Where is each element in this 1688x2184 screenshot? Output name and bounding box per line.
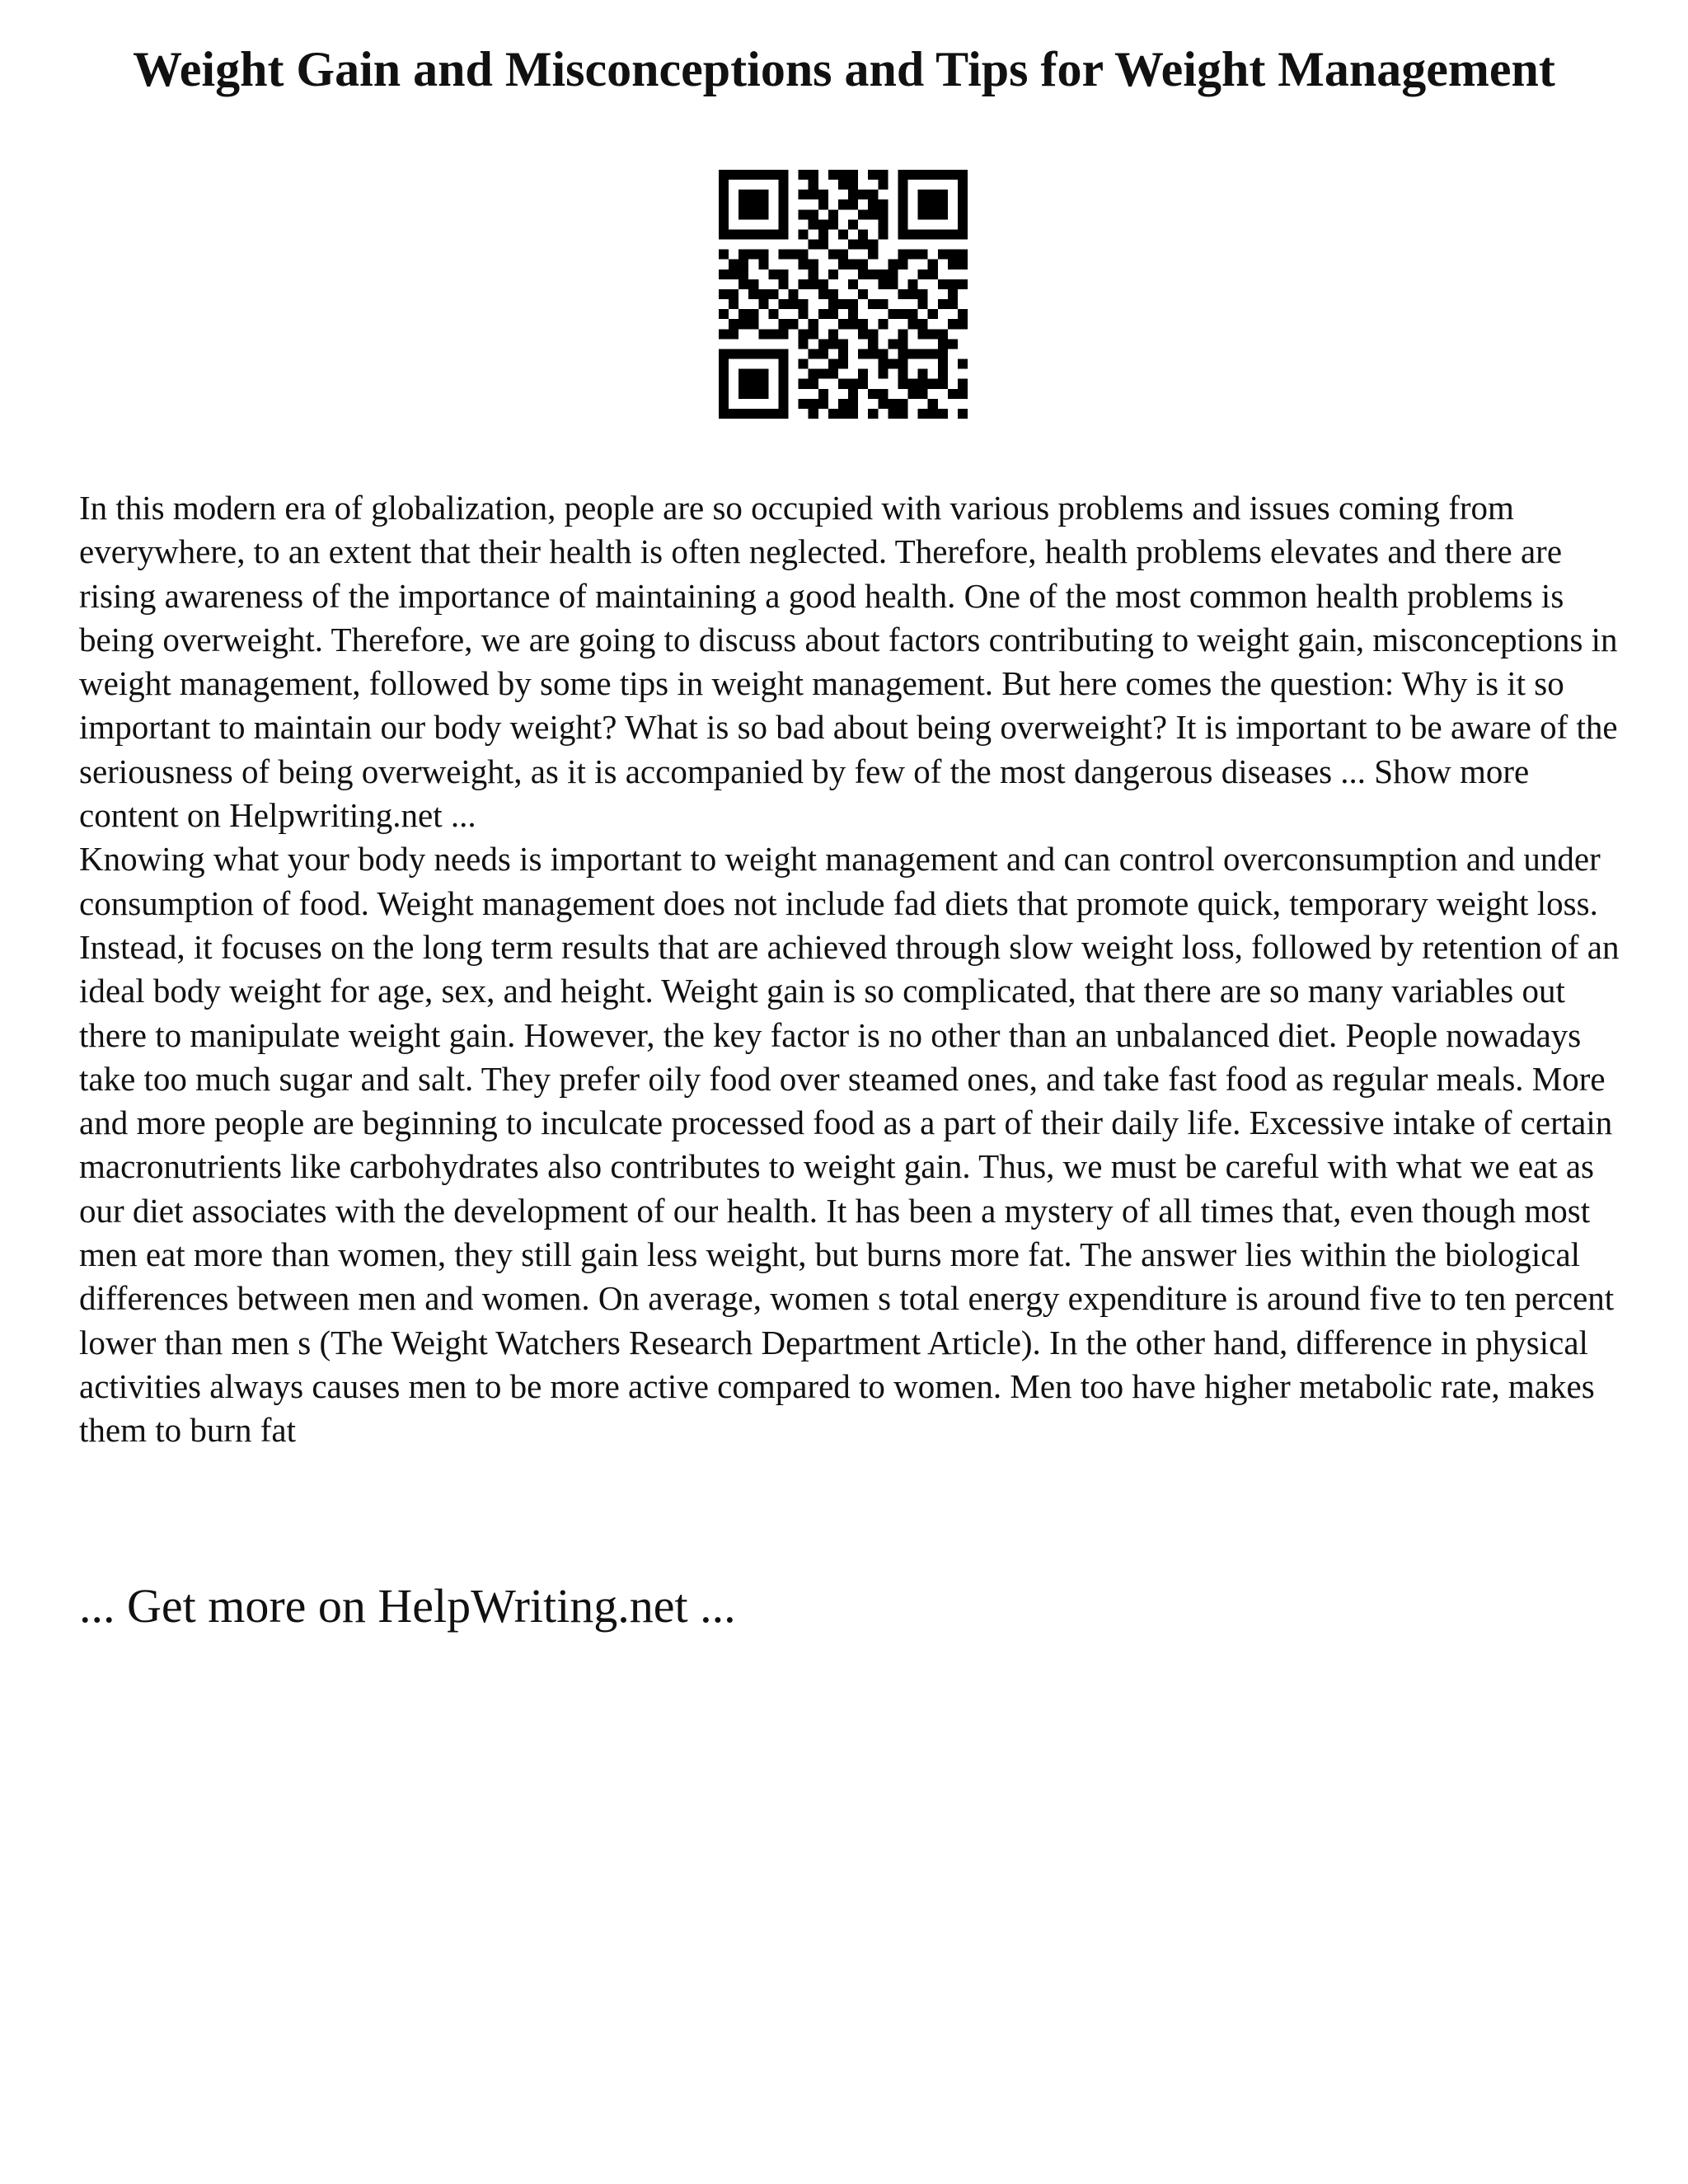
qr-code-icon <box>719 170 968 419</box>
article-body <box>79 486 1620 1453</box>
get-more-link[interactable]: ... Get more on HelpWriting.net ... <box>79 1579 736 1633</box>
paragraph-intro: In this modern era of globalization, people are so occupied with various problems and issues coming from everywhere, to an extent that their health is often neglected. Therefore, health problems elevates and there are rising awareness of the importance of maintaining a good health. One of the most common health problems is being overweight. Therefore, we are going to discuss about factors contributing to weight gain, misconceptions in weight management, followed by some tips in weight management. But here comes the question: Why is it so important to maintain our body weight? What is so bad about being overweight? It is important to be aware of the seriousness of being overweight, as it is accompanied by few of the most dangerous diseases ... Show more content on Helpwriting.net ... <box>79 489 1618 835</box>
paragraph-main: Knowing what your body needs is important to weight management and can control overconsumption and under consumption of food. Weight management does not include fad diets that promote quick, temporary weight loss. Instead, it focuses on the long term results that are achieved through slow weight loss, followed by retention of an ideal body weight for age, sex, and height. Weight gain is so complicated, that there are so many variables out there to manipulate weight gain. However, the key factor is no other than an unbalanced diet. People nowadays take too much sugar and salt. They prefer oily food over steamed ones, and take fast food as regular meals. More and more people are beginning to inculcate processed food as a part of their daily life. Excessive intake of certain macronutrients like carbohydrates also contributes to weight gain. Thus, we must be careful with what we eat as our diet associates with the development of our health. It has been a mystery of all times that, even though most men eat more than women, they still gain less weight, but burns more fat. The answer lies within the biological differences between men and women. On average, women s total energy expenditure is around five to ten percent lower than men s (The Weight Watchers Research Department Article). In the other hand, difference in physical activities always causes men to be more active compared to women. Men too have higher metabolic rate, makes them to burn fat <box>79 840 1620 1450</box>
page-title: Weight Gain and Misconceptions and Tips for Weight Management <box>133 42 1555 96</box>
